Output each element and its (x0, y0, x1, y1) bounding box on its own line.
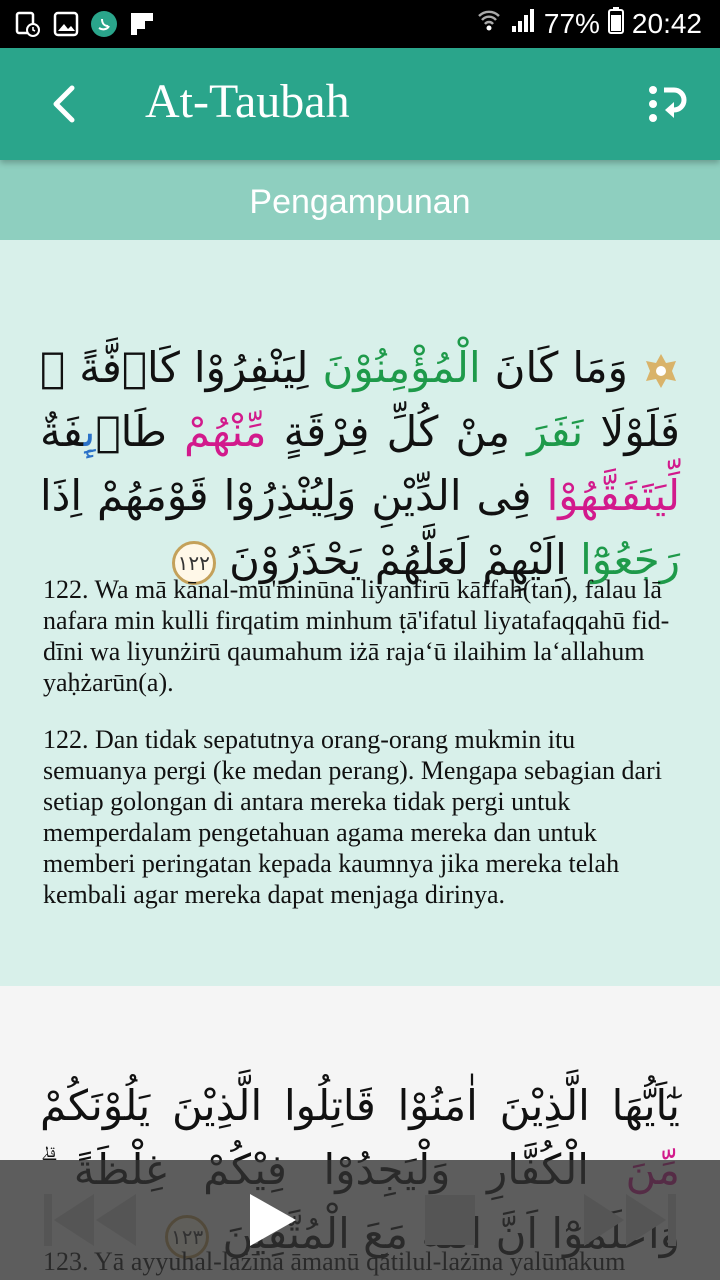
app-logo-icon (90, 10, 118, 38)
verse-translation: 122. Dan tidak sepatutnya orang-orang mukmin itu semuanya pergi (ke medan perang). Mengapa sebagian dari setiap golongan di antara mereka tidak pergi untuk memperdalam pengetahuan agama mereka dan untuk memberi peringatan kepada kaumnya jika mereka telah kembali agar mereka dapat menjaga dirinya. (43, 725, 662, 909)
verse-arabic-text: وَمَا كَانَ الْمُؤْمِنُوْنَ لِيَنْفِرُوْا كَاۤفَّةً ۗ فَلَوْلَا نَفَرَ مِنْ كُلِّ فِرْقَةٍ مِّنْهُمْ طَاۤىِٕفَةٌ لِّيَتَفَقَّهُوْا فِى الدِّيْنِ وَلِيُنْذِرُوْا قَوْمَهُمْ اِذَا رَجَعُوْٓا اِلَيْهِمْ لَعَلَّهُمْ يَحْذَرُوْنَ ١٢٢ (40, 343, 681, 584)
notification-icons (14, 10, 156, 38)
ornament-icon (642, 352, 680, 390)
clock: 20:42 (631, 7, 702, 39)
verse-arabic-text: يٰٓاَيُّهَا الَّذِيْنَ اٰمَنُوْا قَاتِلُوا الَّذِيْنَ يَلُوْنَكُمْ (40, 1074, 680, 1266)
battery-level: 77% (543, 7, 600, 39)
screenshot-icon (14, 10, 42, 38)
repeat-list-icon (646, 82, 690, 126)
page-title: At-Taubah (145, 75, 350, 128)
back-button[interactable] (36, 76, 92, 132)
battery-icon (608, 6, 624, 41)
play-button[interactable] (236, 1188, 306, 1252)
section-heading: Pengampunan (0, 160, 720, 240)
app-bar (0, 48, 720, 160)
verse-transliteration: 122. Wa mā kānal-mu'minūna liyanfirū kāffah(tan), falau lā nafara min kulli firqatim minhum ṭā'ifatul liyatafaqqahū fid-dīni wa liyunżirū qaumahum iżā raja‘ū ilaihim la‘allahum yaḥżarūn(a). (43, 575, 670, 697)
audio-player-bar (0, 1160, 720, 1280)
previous-button[interactable] (40, 1188, 140, 1252)
next-icon (582, 1192, 678, 1248)
next-button[interactable] (580, 1188, 680, 1252)
play-mode-button[interactable] (640, 76, 696, 132)
gallery-icon (52, 10, 80, 38)
stop-icon (423, 1193, 477, 1247)
wifi-icon (476, 6, 502, 41)
play-icon (244, 1192, 298, 1248)
verse-number-marker: ١٢٢ (172, 541, 216, 585)
signal-icon (510, 6, 536, 41)
previous-icon (42, 1192, 138, 1248)
verse-card-122[interactable] (0, 240, 720, 986)
chevron-left-icon (48, 84, 80, 124)
status-bar (0, 0, 720, 48)
flipboard-icon (128, 10, 156, 38)
stop-button[interactable] (420, 1188, 480, 1252)
